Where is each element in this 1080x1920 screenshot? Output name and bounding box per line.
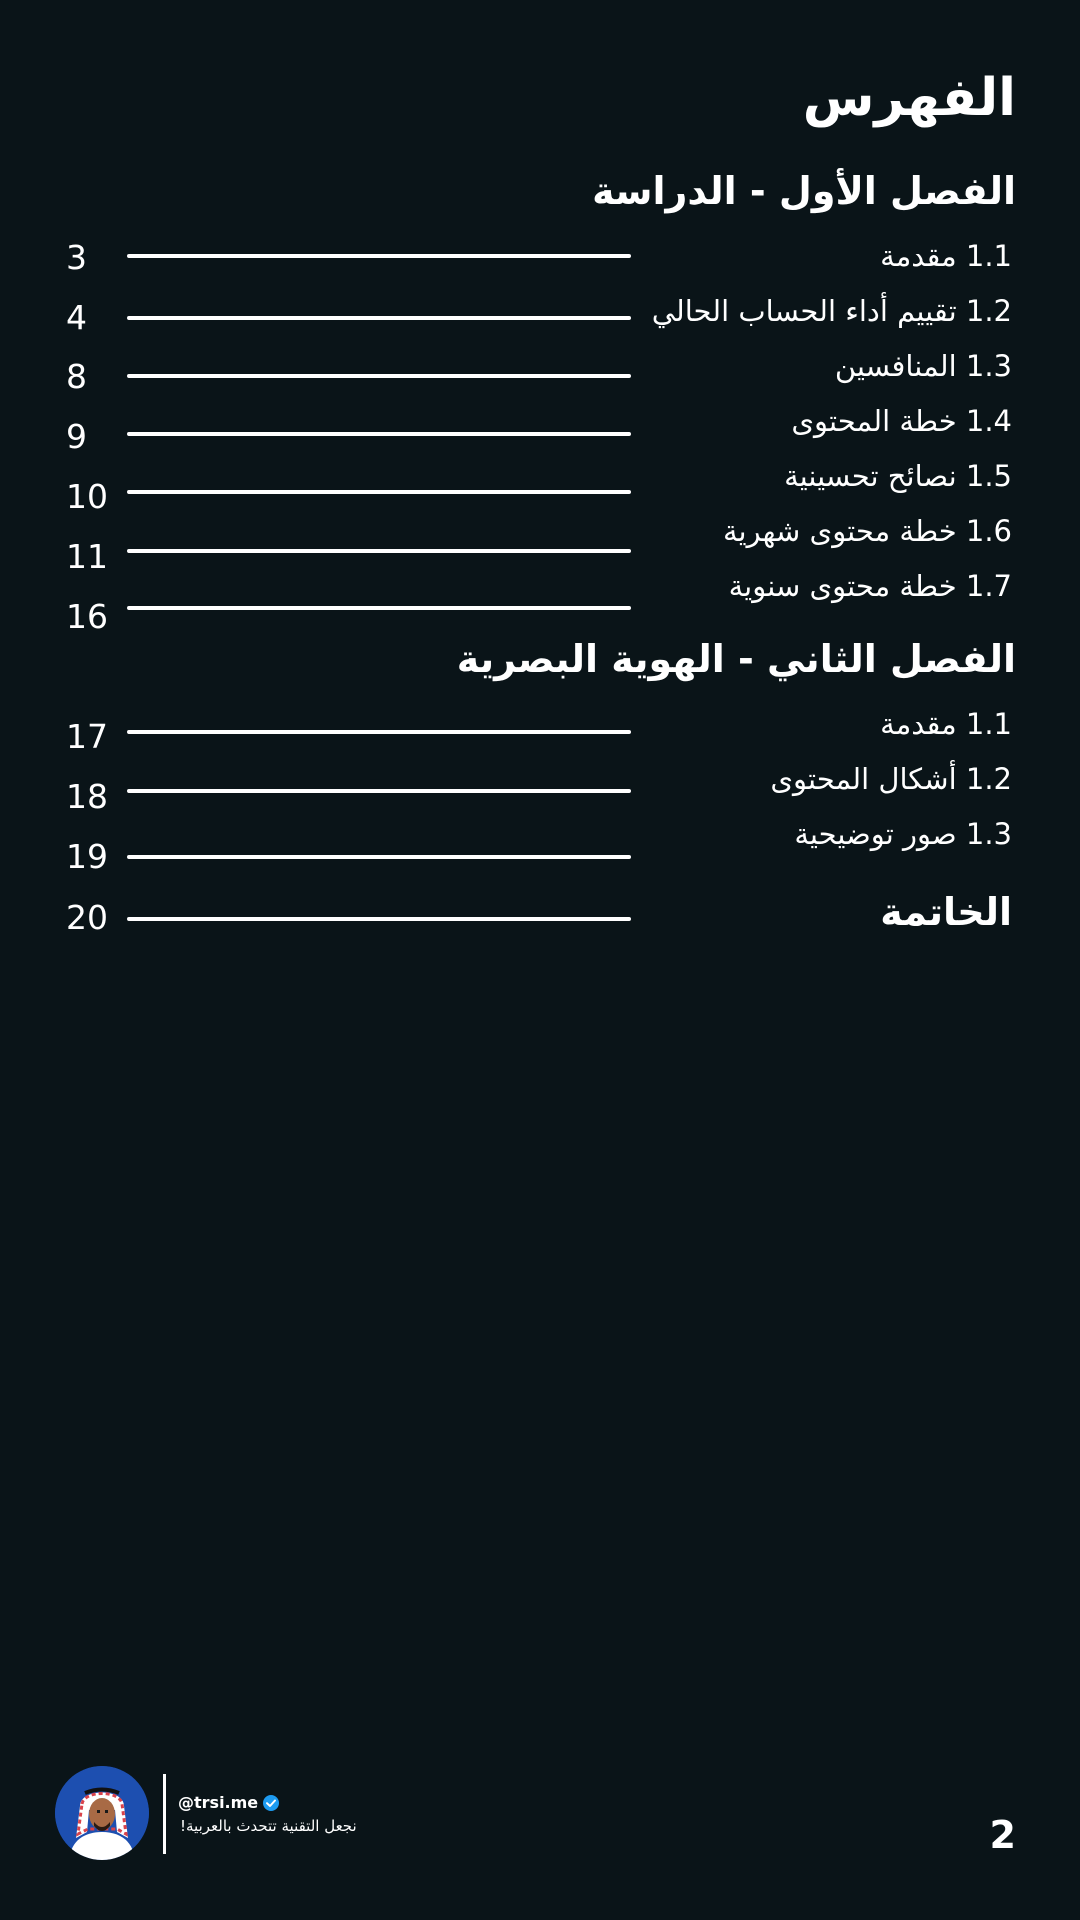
toc-item-2-3-page: 19 bbox=[66, 837, 108, 876]
toc-leader-line bbox=[127, 606, 631, 610]
handle-text: @trsi.me bbox=[178, 1793, 259, 1812]
toc-item-1-1-label: 1.1 مقدمة bbox=[880, 239, 1012, 273]
toc-item-1-4-page: 9 bbox=[66, 417, 87, 456]
toc-item-1-2-label: 1.2 تقييم أداء الحساب الحالي bbox=[651, 294, 1012, 328]
toc-item-1-6-label: 1.6 خطة محتوى شهرية bbox=[722, 514, 1012, 548]
toc-item-1-1-page: 3 bbox=[66, 238, 87, 277]
conclusion-heading: الخاتمة bbox=[880, 890, 1012, 934]
toc-item-2-2-label: 1.2 أشكال المحتوى bbox=[770, 762, 1012, 796]
toc-item-1-7-page: 16 bbox=[66, 597, 108, 636]
tagline: نجعل التقنية تتحدث بالعربية! bbox=[180, 1817, 357, 1835]
toc-leader-line bbox=[127, 917, 631, 921]
toc-leader-line bbox=[127, 374, 631, 378]
footer-divider bbox=[163, 1774, 166, 1854]
avatar-illustration-icon bbox=[55, 1766, 149, 1860]
toc-item-2-3-label: 1.3 صور توضيحية bbox=[794, 817, 1012, 851]
toc-leader-line bbox=[127, 254, 631, 258]
chapter-1-heading: الفصل الأول - الدراسة bbox=[592, 169, 1016, 213]
toc-leader-line bbox=[127, 730, 631, 734]
avatar bbox=[55, 1766, 149, 1860]
toc-item-1-7-label: 1.7 خطة محتوى سنوية bbox=[728, 569, 1012, 603]
toc-item-1-3-label: 1.3 المنافسين bbox=[834, 349, 1012, 383]
toc-item-1-3-page: 8 bbox=[66, 357, 87, 396]
toc-item-2-1-label: 1.1 مقدمة bbox=[880, 707, 1012, 741]
toc-item-1-2-page: 4 bbox=[66, 298, 87, 337]
page-title: الفهرس bbox=[802, 68, 1016, 128]
toc-item-1-5-label: 1.5 نصائح تحسينية bbox=[784, 459, 1012, 493]
toc-item-1-5-page: 10 bbox=[66, 477, 108, 516]
toc-leader-line bbox=[127, 789, 631, 793]
toc-leader-line bbox=[127, 490, 631, 494]
toc-item-1-6-page: 11 bbox=[66, 537, 108, 576]
verified-badge-icon bbox=[262, 1794, 280, 1812]
toc-item-2-1-page: 17 bbox=[66, 717, 108, 756]
toc-leader-line bbox=[127, 432, 631, 436]
toc-leader-line bbox=[127, 549, 631, 553]
toc-item-2-2-page: 18 bbox=[66, 777, 108, 816]
account-handle[interactable] bbox=[178, 1794, 280, 1812]
conclusion-page: 20 bbox=[66, 898, 108, 937]
toc-item-1-4-label: 1.4 خطة المحتوى bbox=[791, 404, 1012, 438]
chapter-2-heading: الفصل الثاني - الهوية البصرية bbox=[456, 637, 1016, 681]
page-number: 2 bbox=[989, 1813, 1016, 1857]
toc-leader-line bbox=[127, 855, 631, 859]
toc-leader-line bbox=[127, 316, 631, 320]
